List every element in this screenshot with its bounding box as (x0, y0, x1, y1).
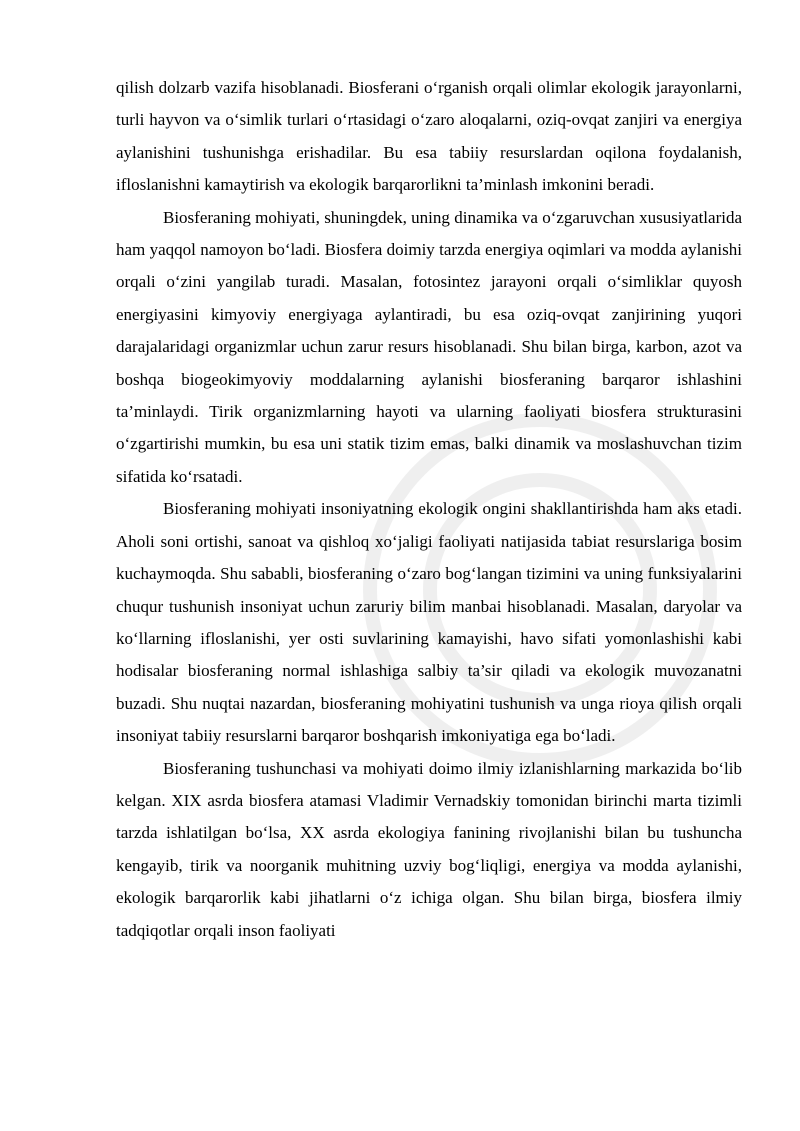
paragraph-3: Biosferaning mohiyati insoniyatning ekologik ongini shakllantirishda ham aks etadi. Aholi soni ortishi, sanoat va qishloq xo‘jaligi faoliyati natijasida tabiat resurslariga bosim kuchaymoqda. Shu sababli, biosferaning o‘zaro bog‘langan tizimini va uning funksiyalarini chuqur tushunish insoniyat uchun zaruriy bilim manbai hisoblanadi. Masalan, daryolar va ko‘llarning ifloslanishi, yer osti suvlarining kamayishi, havo sifati yomonlashishi kabi hodisalar biosferaning normal ishlashiga salbiy ta’sir qiladi va ekologik muvozanatni buzadi. Shu nuqtai nazardan, biosferaning mohiyatini tushunish va unga rioya qilish orqali insoniyat tabiiy resurslarni barqaror boshqarish imkoniyatiga ega bo‘ladi. (116, 499, 742, 746)
document-page (116, 72, 742, 947)
paragraph-1: qilish dolzarb vazifa hisoblanadi. Biosferani o‘rganish orqali olimlar ekologik jarayonlarni, turli hayvon va o‘simlik turlari o‘rtasidagi o‘zaro aloqalarni, oziq-ovqat zanjiri va energiya aylanishini tushunishga erishadilar. Bu esa tabiiy resurslardan oqilona foydalanish, ifloslanishni kamaytirish va ekologik barqarorlikni ta’minlash imkonini beradi. (116, 78, 742, 195)
paragraph-4: Biosferaning tushunchasi va mohiyati doimo ilmiy izlanishlarning markazida bo‘lib kelgan. XIX asrda biosfera atamasi Vladimir Vernadskiy tomonidan birinchi marta tizimli tarzda ishlatilgan bo‘lsa, XX asrda ekologiya fanining rivojlanishi bilan bu tushuncha kengayib, tirik va noorganik muhitning uzviy bog‘liqligi, energiya va modda aylanishi, ekologik barqarorlik kabi jihatlarni o‘z ichiga olgan. Shu bilan birga, biosfera ilmiy tadqiqotlar orqali inson faoliyati (116, 758, 742, 940)
paragraph-2: Biosferaning mohiyati, shuningdek, uning dinamika va o‘zgaruvchan xususiyatlarida ham yaqqol namoyon bo‘ladi. Biosfera doimiy tarzda energiya oqimlari va modda aylanishi orqali o‘zini yangilab turadi. Masalan, fotosintez jarayoni orqali o‘simliklar quyosh energiyasini kimyoviy energiyaga aylantiradi, bu esa oziq-ovqat zanjirining yuqori darajalaridagi organizmlar uchun zarur resurs hisoblanadi. Shu bilan birga, karbon, azot va boshqa biogeokimyoviy moddalarning aylanishi biosferaning barqaror ishlashini ta’minlaydi. Tirik organizmlarning hayoti va ularning faoliyati biosfera strukturasini o‘zgartirishi mumkin, bu esa uni statik tizim emas, balki dinamik va moslashuvchan tizim sifatida ko‘rsatadi. (116, 207, 742, 486)
